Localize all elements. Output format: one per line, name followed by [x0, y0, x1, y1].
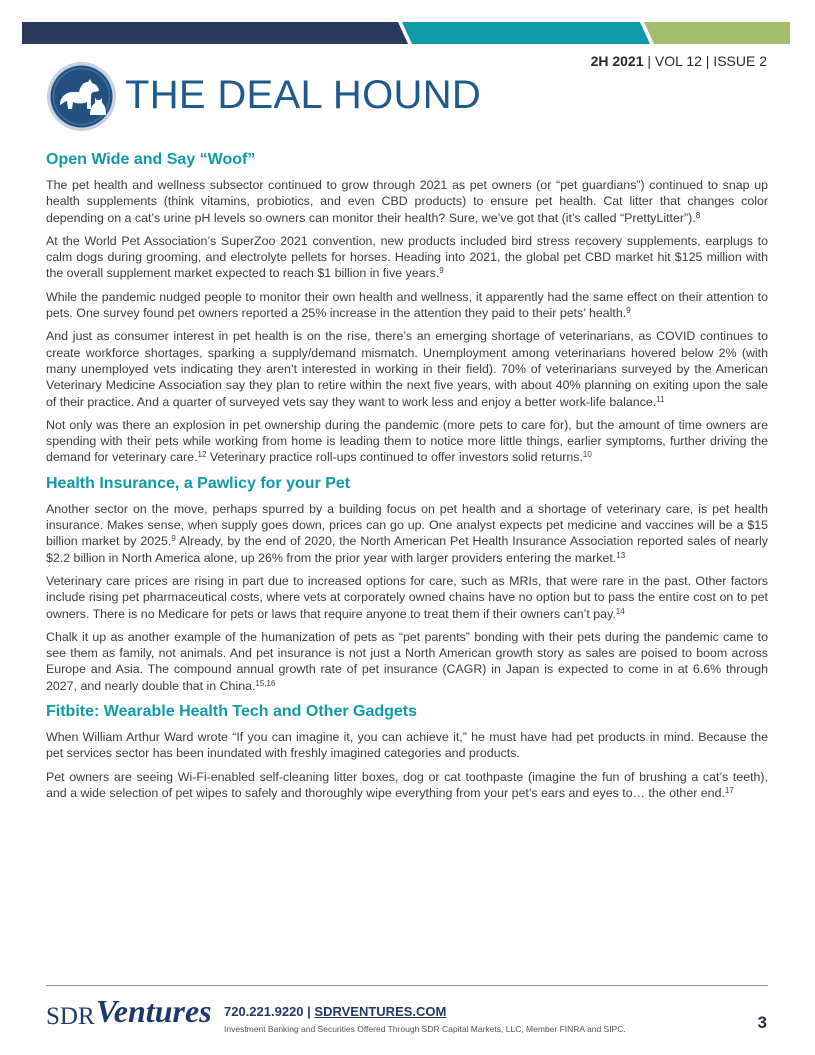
masthead-title: THE DEAL HOUND — [125, 73, 482, 117]
paragraph: Not only was there an explosion in pet ownership during the pandemic (more pets to care for), but the amount of time owners are spending with their pets while working from home is leading them to notice more little things, earlier symptoms, further driving the demand for veterinary care.$^{12}$ Veterinary practice roll-ups continued to offer investors solid returns.$^{10}$ — [46, 417, 768, 465]
issue-volume: | VOL 12 | ISSUE 2 — [643, 53, 767, 69]
footnote-ref: 14 — [615, 606, 625, 616]
paragraph: Veterinary care prices are rising in part due to increased options for care, such as MRIs, that were rare in the past. Other factors include rising pet pharmaceutical costs, where vets at corporately owned chains have no option but to pass the entire cost on to pet owners. There is no Medicare for pets or laws that require anyone to treat them if their owners can’t pay.$^{14}$ — [46, 573, 768, 621]
footnote-ref: 12 — [197, 450, 207, 460]
sdr-ventures-logo — [46, 994, 214, 1030]
footnote-ref: 9 — [171, 534, 176, 544]
issue-period: 2H 2021 — [590, 53, 644, 69]
navy-band — [22, 22, 408, 44]
footnote-ref: 9 — [626, 306, 631, 316]
footnote-ref: 9 — [439, 266, 444, 276]
footer-disclaimer: Investment Banking and Securities Offered Through SDR Capital Markets, LLC, Member FINRA and SIPC. — [224, 1024, 626, 1034]
header-color-bands — [0, 22, 815, 44]
paragraph: While the pandemic nudged people to monitor their own health and wellness, it apparently had the same effect on their attention to pets. One survey found pet owners reported a 25% increase in the attention they paid to their pets’ health.$^9$ — [46, 289, 768, 321]
green-band — [644, 22, 790, 44]
section-title-fitbite: Fitbite: Wearable Health Tech and Other Gadgets — [46, 703, 418, 721]
svg-text:SDR: SDR — [46, 1003, 95, 1030]
dog-and-cat-icon — [46, 61, 117, 132]
footer-contact: 720.221.9220 | SDRVENTURES.COM — [224, 1004, 447, 1019]
paragraph: Pet owners are seeing Wi-Fi-enabled self-cleaning litter boxes, dog or cat toothpaste (imagine the fun of brushing a cat’s teeth), and a wide selection of pet wipes to safely and thoroughly wipe everything from your pet’s ears and eyes to… the other end.$^{17}$ — [46, 769, 768, 800]
paragraph: At the World Pet Association’s SuperZoo 2021 convention, new products included bird stress recovery supplements, earplugs to calm dogs during grooming, and electrolyte pellets for horses. Heading into 2021, the global pet CBD market hit $125 million with the overall supplement market expected to reach $1 billion in five years.$^9$ — [46, 233, 768, 281]
footnote-ref: 13 — [616, 550, 626, 560]
paragraph: Another sector on the move, perhaps spurred by a building focus on pet health and a shortage of veterinary care, is pet health insurance. Makes sense, when supply goes down, prices can go up. One analyst expects pet medicine and vaccines will be a $15 billion market by 2025.$^9$ Already, by the end of 2020, the North American Pet Health Insurance Association reported sales of nearly $2.2 billion in North America alone, up 26% from the prior year with larger providers entering the market.$^{13}$ — [46, 501, 768, 565]
phone-number: 720.221.9220 — [224, 1004, 304, 1019]
website-link[interactable]: SDRVENTURES.COM — [314, 1004, 447, 1019]
paragraph: And just as consumer interest in pet health is on the rise, there’s an emerging shortage of veterinarians, as COVID continues to create workforce shortages, sparking a supply/demand mismatch. Unemployment among veterinarians hovered below 2% (with many unemployed vets indicating they aren’t interested in working in their field). 70% of veterinarians surveyed by the American Veterinary Medicine Association say they plan to retire within the next five years, with about 40% planning on exiting upon the sale of their practice. And a quarter of surveyed vets say they want to work less and enjoy a better work-life balance.$^{11}$ — [46, 329, 768, 409]
footnote-ref: 8 — [695, 210, 701, 220]
page-number: 3 — [757, 1013, 767, 1032]
footnote-ref: 15,16 — [255, 678, 276, 688]
section-title-health-insurance: Health Insurance, a Pawlicy for your Pet — [46, 474, 351, 492]
footer-divider — [46, 985, 768, 986]
section-title-open-wide: Open Wide and Say “Woof” — [46, 151, 256, 168]
article-body — [46, 146, 768, 808]
paragraph: The pet health and wellness subsector continued to grow through 2021 as pet owners (or “pet guardians”) continued to snap up health supplements (think vitamins, probiotics, and even CBD products) to ensure pet health. Cat litter that changes color depending on a cat’s urine pH levels so owners can monitor their health? Sure, we’ve got that (it’s called “PrettyLitter”).$^8$ — [46, 178, 768, 225]
teal-band — [402, 22, 650, 44]
issue-line — [591, 53, 767, 69]
paragraph: Chalk it up as another example of the humanization of pets as “pet parents” bonding with their pets during the pandemic came to see them as family, not animals. And pet insurance is not just a North American growth story as sales are poised to boom across Europe and Asia. The compound annual growth rate of pet insurance (CAGR) in Japan is expected to come in at 6.6% through 2027, and nearly double that in China.$^{15,16}$ — [46, 629, 768, 693]
footnote-ref: 10 — [582, 450, 592, 460]
footnote-ref: 11 — [656, 394, 665, 404]
footnote-ref: 17 — [724, 785, 734, 795]
paragraph: When William Arthur Ward wrote “If you can imagine it, you can achieve it,” he must have had pet products in mind. Because the pet services sector has been inundated with freshly imagined categories and products. — [46, 730, 768, 761]
svg-text:Ventures: Ventures — [96, 994, 212, 1029]
